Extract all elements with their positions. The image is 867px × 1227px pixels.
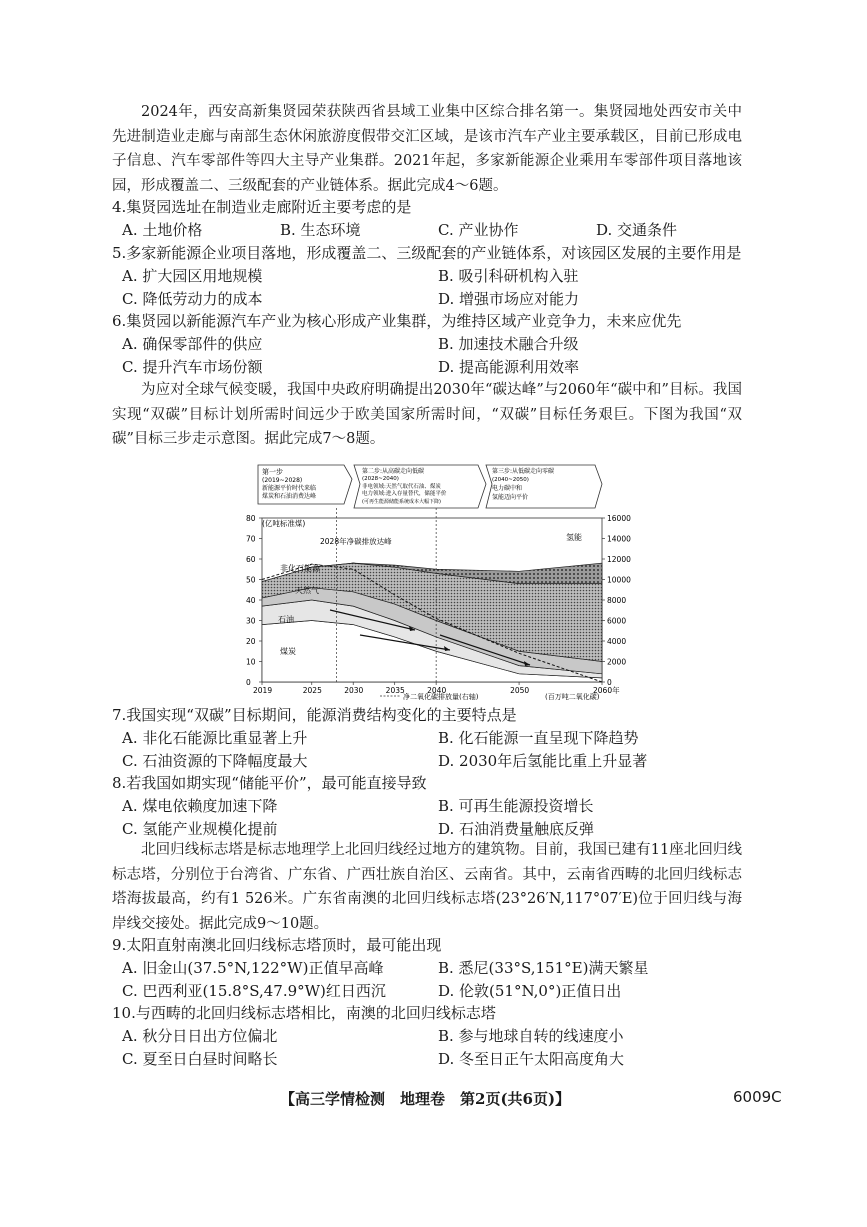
question-8 bbox=[112, 772, 752, 841]
step1-line4: 煤炭和石油消费达峰 bbox=[262, 493, 317, 500]
question-stem: 7.我国实现“双碳”目标期间，能源消费结构变化的主要特点是 bbox=[112, 706, 517, 724]
option-d: D. 石油消费量触底反弹 bbox=[438, 820, 595, 838]
option-d: D. 提高能源利用效率 bbox=[438, 358, 580, 376]
passage-text: 北回归线标志塔是标志地理学上北回归线经过地方的建筑物。目前，我国已建有11座北回归线标志塔，分别位于台湾省、广东省、广西壮族自治区、云南省。其中，云南省西畴的北回归线标志塔海拔最高，约有1 526米。广东省南澳的北回归线标志塔(23°26′N,117°07′E)位于回归线与海岸线交接处。据此完成9～10题。 bbox=[112, 842, 742, 932]
series-label-5: 氢能 bbox=[566, 533, 582, 542]
option-a: A. 扩大园区用地规模 bbox=[122, 267, 263, 285]
step3-line1: 第三步:从低碳走向零碳 bbox=[492, 468, 555, 475]
y-left-tick-label: 10 bbox=[246, 657, 256, 667]
energy-chart bbox=[240, 460, 640, 702]
step3-line4: 氢能迈向平价 bbox=[492, 494, 529, 501]
y-right-tick-label: 2000 bbox=[607, 657, 627, 667]
step3-box bbox=[486, 465, 602, 508]
option-d: D. 2030年后氢能比重上升显著 bbox=[438, 752, 648, 770]
y-right-tick-label: 8000 bbox=[607, 596, 627, 605]
option-a: A. 土地价格 bbox=[122, 221, 203, 239]
question-4 bbox=[112, 196, 752, 242]
y-right-tick-label: 14000 bbox=[607, 534, 631, 544]
question-7 bbox=[112, 704, 752, 773]
paper-code: 6009C bbox=[733, 1088, 782, 1106]
step2-line5: (可再生能源储能系统成本大幅下降) bbox=[362, 499, 441, 505]
question-stem: 8.若我国如期实现“储能平价”，最可能直接导致 bbox=[112, 774, 427, 792]
option-b: B. 可再生能源投资增长 bbox=[438, 797, 594, 815]
y-right-tick-label: 10000 bbox=[607, 575, 631, 585]
option-c: C. 巴西利亚(15.8°S,47.9°W)红日西沉 bbox=[122, 982, 386, 1000]
left-axis-unit: (亿吨标准煤) bbox=[262, 519, 306, 528]
x-tick-label: 2035 bbox=[385, 686, 405, 695]
y-left-tick-label: 70 bbox=[246, 534, 256, 544]
passage-9-10 bbox=[112, 838, 742, 936]
option-b: B. 吸引科研机构入驻 bbox=[438, 267, 579, 285]
option-b: B. 生态环境 bbox=[280, 221, 361, 239]
question-stem: 6.集贤园以新能源汽车产业为核心形成产业集群，为维持区域产业竞争力，未来应优先 bbox=[112, 312, 682, 330]
legend-label: 净二氧化碳排放量(右轴) bbox=[403, 693, 479, 701]
passage-text: 为应对全球气候变暖，我国中央政府明确提出2030年“碳达峰”与2060年“碳中和”目标。我国实现“双碳”目标计划所需时间远少于欧美国家所需时间，“双碳”目标任务艰巨。下图为我国“双碳”目标三步走示意图。据此完成7～8题。 bbox=[112, 382, 742, 447]
question-9 bbox=[112, 934, 752, 1003]
x-tick-label: 2060年 bbox=[593, 686, 620, 695]
step1-box bbox=[258, 465, 352, 504]
footer-title: 【高三学情检测 地理卷 第2页(共6页)】 bbox=[280, 1090, 571, 1108]
option-a: A. 旧金山(37.5°N,122°W)正值早高峰 bbox=[122, 959, 384, 977]
y-left-tick-label: 60 bbox=[246, 555, 256, 564]
option-d: D. 交通条件 bbox=[596, 221, 678, 239]
question-stem: 4.集贤园选址在制造业走廊附近主要考虑的是 bbox=[112, 198, 412, 216]
option-a: A. 煤电依赖度加速下降 bbox=[122, 797, 278, 815]
x-tick-label: 2040 bbox=[427, 686, 447, 695]
step3-line2: (2040~2050) bbox=[492, 477, 529, 483]
step2-box bbox=[354, 465, 486, 508]
y-left-tick-label: 0 bbox=[246, 678, 251, 687]
y-left-tick-label: 30 bbox=[246, 616, 256, 626]
option-a: A. 秋分日日出方位偏北 bbox=[122, 1027, 278, 1045]
y-right-tick-label: 6000 bbox=[607, 616, 627, 626]
option-c: C. 夏至日白昼时间略长 bbox=[122, 1050, 278, 1068]
passage-text: 2024年，西安高新集贤园荣获陕西省县域工业集中区综合排名第一。集贤园地处西安市关中先进制造业走廊与南部生态休闲旅游度假带交汇区域，是该市汽车产业主要承载区，目前已形成电子信息、汽车零部件等四大主导产业集群。2021年起，多家新能源企业乘用车零部件项目落地该园，形成覆盖二、三级配套的产业链体系。据此完成4～6题。 bbox=[112, 104, 742, 194]
passage-4-6 bbox=[112, 100, 742, 198]
question-5 bbox=[112, 242, 752, 311]
x-tick-label: 2050 bbox=[510, 686, 530, 695]
y-left-tick-label: 40 bbox=[246, 596, 256, 605]
option-b: B. 加速技术融合升级 bbox=[438, 335, 579, 353]
series-label-3: 石油 bbox=[278, 615, 294, 624]
y-right-tick-label: 4000 bbox=[607, 637, 627, 646]
question-stem: 9.太阳直射南澳北回归线标志塔顶时，最可能出现 bbox=[112, 936, 442, 954]
step1-line1: 第一步 bbox=[262, 468, 283, 476]
option-c: C. 产业协作 bbox=[438, 221, 519, 239]
x-tick-label: 2030 bbox=[344, 686, 364, 695]
series-label-4: 煤炭 bbox=[280, 647, 296, 656]
question-10 bbox=[112, 1002, 752, 1071]
y-right-tick-label: 12000 bbox=[607, 555, 631, 564]
step3-line3: 电力碳中和 bbox=[492, 485, 523, 492]
option-c: C. 提升汽车市场份额 bbox=[122, 358, 263, 376]
y-left-tick-label: 20 bbox=[246, 637, 256, 646]
question-6 bbox=[112, 310, 752, 379]
option-d: D. 增强市场应对能力 bbox=[438, 290, 580, 308]
question-stem: 10.与西畴的北回归线标志塔相比，南澳的北回归线标志塔 bbox=[112, 1004, 496, 1022]
option-d: D. 冬至日正午太阳高度角大 bbox=[438, 1050, 625, 1068]
option-c: C. 石油资源的下降幅度最大 bbox=[122, 752, 308, 770]
step1-line2: (2019~2028) bbox=[262, 477, 303, 484]
option-c: C. 氢能产业规模化提前 bbox=[122, 820, 278, 838]
y-right-tick-label: 16000 bbox=[607, 514, 631, 523]
plot-area bbox=[246, 508, 631, 695]
option-d: D. 伦敦(51°N,0°)正值日出 bbox=[438, 982, 622, 1000]
y-left-tick-label: 50 bbox=[246, 575, 256, 585]
series-label-1: 天然气 bbox=[295, 586, 319, 595]
question-stem: 5.多家新能源企业项目落地，形成覆盖二、三级配套的产业链体系，对该园区发展的主要作用是 bbox=[112, 244, 742, 262]
series-label-2: 非化石能源 bbox=[280, 564, 320, 573]
step2-line4: 电力领域:进入存量替代，储能平价 bbox=[362, 491, 447, 497]
step2-line3: 非电领域:天然气取代石油、煤炭 bbox=[362, 484, 441, 490]
x-tick-label: 2025 bbox=[302, 686, 322, 695]
option-b: B. 悉尼(33°S,151°E)满天繁星 bbox=[438, 959, 649, 977]
option-c: C. 降低劳动力的成本 bbox=[122, 290, 263, 308]
option-b: B. 参与地球自转的线速度小 bbox=[438, 1027, 624, 1045]
double-carbon-figure bbox=[240, 460, 640, 702]
step2-line2: (2028~2040) bbox=[362, 476, 399, 482]
option-b: B. 化石能源一直呈现下降趋势 bbox=[438, 729, 639, 747]
step2-line1: 第二步:从高碳走向低碳 bbox=[362, 468, 425, 475]
passage-7-8 bbox=[112, 378, 742, 452]
option-a: A. 非化石能源比重显著上升 bbox=[122, 729, 308, 747]
peak-label: 2028年净碳排放达峰 bbox=[320, 537, 392, 546]
right-axis-unit: (百万吨二氧化碳) bbox=[545, 693, 600, 701]
step1-line3: 新能源平价时代来临 bbox=[262, 485, 317, 492]
y-left-tick-label: 80 bbox=[246, 514, 256, 523]
y-right-tick-label: 0 bbox=[607, 678, 612, 687]
x-tick-label: 2019 bbox=[253, 686, 273, 695]
option-a: A. 确保零部件的供应 bbox=[122, 335, 263, 353]
